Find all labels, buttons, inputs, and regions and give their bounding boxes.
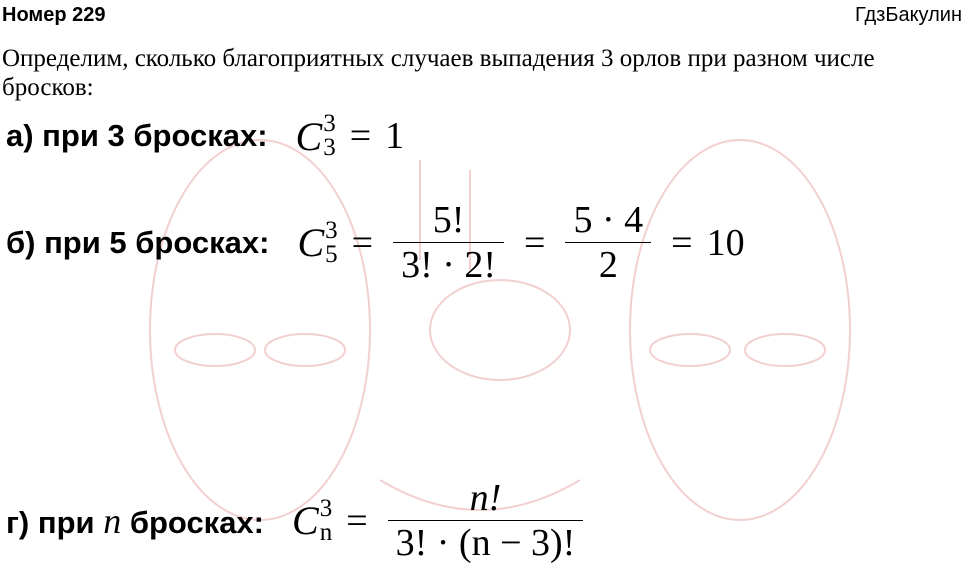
- row-b-sub: 5: [325, 240, 338, 268]
- row-d: [6, 476, 589, 565]
- equals-sign: =: [349, 115, 372, 157]
- row-a: [6, 112, 404, 160]
- row-b: [6, 198, 745, 287]
- row-a-sub: 3: [323, 134, 336, 161]
- row-b-sup: 3: [325, 216, 338, 244]
- row-d-label: г) при n бросках:: [6, 500, 264, 541]
- fraction: [388, 476, 584, 565]
- row-d-label-variable: n: [103, 500, 122, 541]
- combination-symbol: C: [295, 113, 323, 159]
- fraction: [565, 198, 651, 287]
- fraction-numerator: 5!: [432, 199, 465, 241]
- row-d-sup: 3: [319, 494, 333, 522]
- equals-sign: =: [671, 221, 693, 264]
- equals-sign: =: [346, 499, 368, 542]
- task-number: Номер 229: [2, 4, 106, 26]
- row-a-formula: [296, 112, 405, 160]
- row-b-result: 10: [706, 221, 745, 264]
- row-d-formula: [292, 476, 589, 565]
- combination-symbol: C: [297, 220, 325, 265]
- fraction-numerator: n!: [469, 477, 502, 519]
- fraction-denominator: 3! · 2!: [401, 244, 497, 286]
- row-a-result: 1: [385, 115, 405, 157]
- row-a-sup: 3: [323, 110, 336, 137]
- equals-sign: =: [351, 221, 374, 264]
- row-b-label: б) при 5 бросках:: [6, 224, 270, 260]
- fraction-numerator: 5 · 4: [573, 199, 644, 241]
- fraction-denominator: 3! · (n − 3)!: [395, 522, 576, 564]
- combination-symbol: C: [292, 498, 319, 543]
- fraction: [393, 198, 504, 287]
- brand-name: ГдзБакулин: [854, 4, 962, 26]
- fraction-denominator: 2: [598, 244, 618, 286]
- row-a-label: а) при 3 бросках:: [6, 118, 268, 153]
- row-d-sub: n: [319, 518, 333, 546]
- intro-text: Определим, сколько благоприятных случаев выпадения 3 орлов при разном числе бросков:: [2, 45, 875, 101]
- equals-sign: =: [524, 221, 546, 264]
- row-b-formula: [297, 198, 744, 287]
